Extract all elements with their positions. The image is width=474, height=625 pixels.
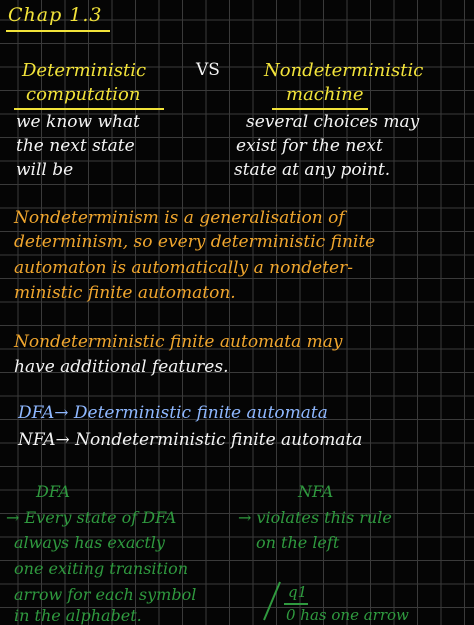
left-desc-line-2: the next state bbox=[16, 136, 135, 156]
nfa-line-1: → violates this rule bbox=[238, 508, 392, 527]
heading-underline bbox=[6, 30, 110, 32]
nfa-note-underline bbox=[284, 603, 308, 605]
abbrev-dfa bbox=[18, 405, 328, 422]
arrow-icon: → bbox=[54, 403, 69, 423]
para1-line-2: determinism, so every deterministic finite bbox=[14, 232, 376, 252]
right-title-line-1: Nondeterministic bbox=[264, 60, 424, 81]
dfa-line-4: arrow for each symbol bbox=[14, 585, 197, 604]
vs-label: VS bbox=[196, 60, 220, 80]
para1-line-1: Nondeterminism is a generalisation of bbox=[14, 208, 345, 228]
nfa-note-state: q1 bbox=[288, 583, 308, 601]
right-desc-line-1: several choices may bbox=[246, 112, 420, 132]
para1-line-4: ministic finite automaton. bbox=[14, 283, 236, 303]
dfa-line-3: one exiting transition bbox=[14, 559, 189, 578]
chapter-heading: Chap 1.3 bbox=[8, 4, 103, 26]
left-title-line-2: computation bbox=[26, 84, 141, 105]
abbrev-nfa-code: NFA bbox=[18, 430, 56, 450]
abbrev-dfa-code: DFA bbox=[18, 403, 55, 423]
nfa-line-2: on the left bbox=[256, 533, 340, 552]
para2-line-2: have additional features. bbox=[14, 357, 229, 377]
arrow-icon: → bbox=[55, 430, 70, 450]
left-title-line-1: Deterministic bbox=[22, 60, 147, 81]
dfa-line-2: always has exactly bbox=[14, 533, 165, 552]
dfa-line-5: in the alphabet. bbox=[14, 606, 142, 625]
abbrev-nfa-text: Nondeterministic finite automata bbox=[75, 430, 363, 450]
right-title-underline bbox=[272, 108, 368, 110]
nfa-note-arrow: 0 has one arrow bbox=[286, 606, 409, 624]
nfa-column-title: NFA bbox=[298, 482, 334, 501]
left-desc-line-3: will be bbox=[16, 160, 74, 180]
left-desc-line-1: we know what bbox=[16, 112, 140, 132]
right-desc-line-2: exist for the next bbox=[236, 136, 383, 156]
para2-line-1: Nondeterministic finite automata may bbox=[14, 332, 343, 352]
abbrev-nfa bbox=[18, 432, 362, 449]
abbrev-dfa-text: Deterministic finite automata bbox=[73, 403, 328, 423]
dfa-column-title: DFA bbox=[36, 482, 71, 501]
left-title-underline bbox=[14, 108, 164, 110]
state-sketch-icon bbox=[258, 578, 288, 622]
right-title-line-2: machine bbox=[286, 84, 364, 105]
para1-line-3: automaton is automatically a nondeter- bbox=[14, 258, 353, 278]
dfa-line-1: → Every state of DFA bbox=[6, 508, 177, 527]
right-desc-line-3: state at any point. bbox=[234, 160, 391, 180]
